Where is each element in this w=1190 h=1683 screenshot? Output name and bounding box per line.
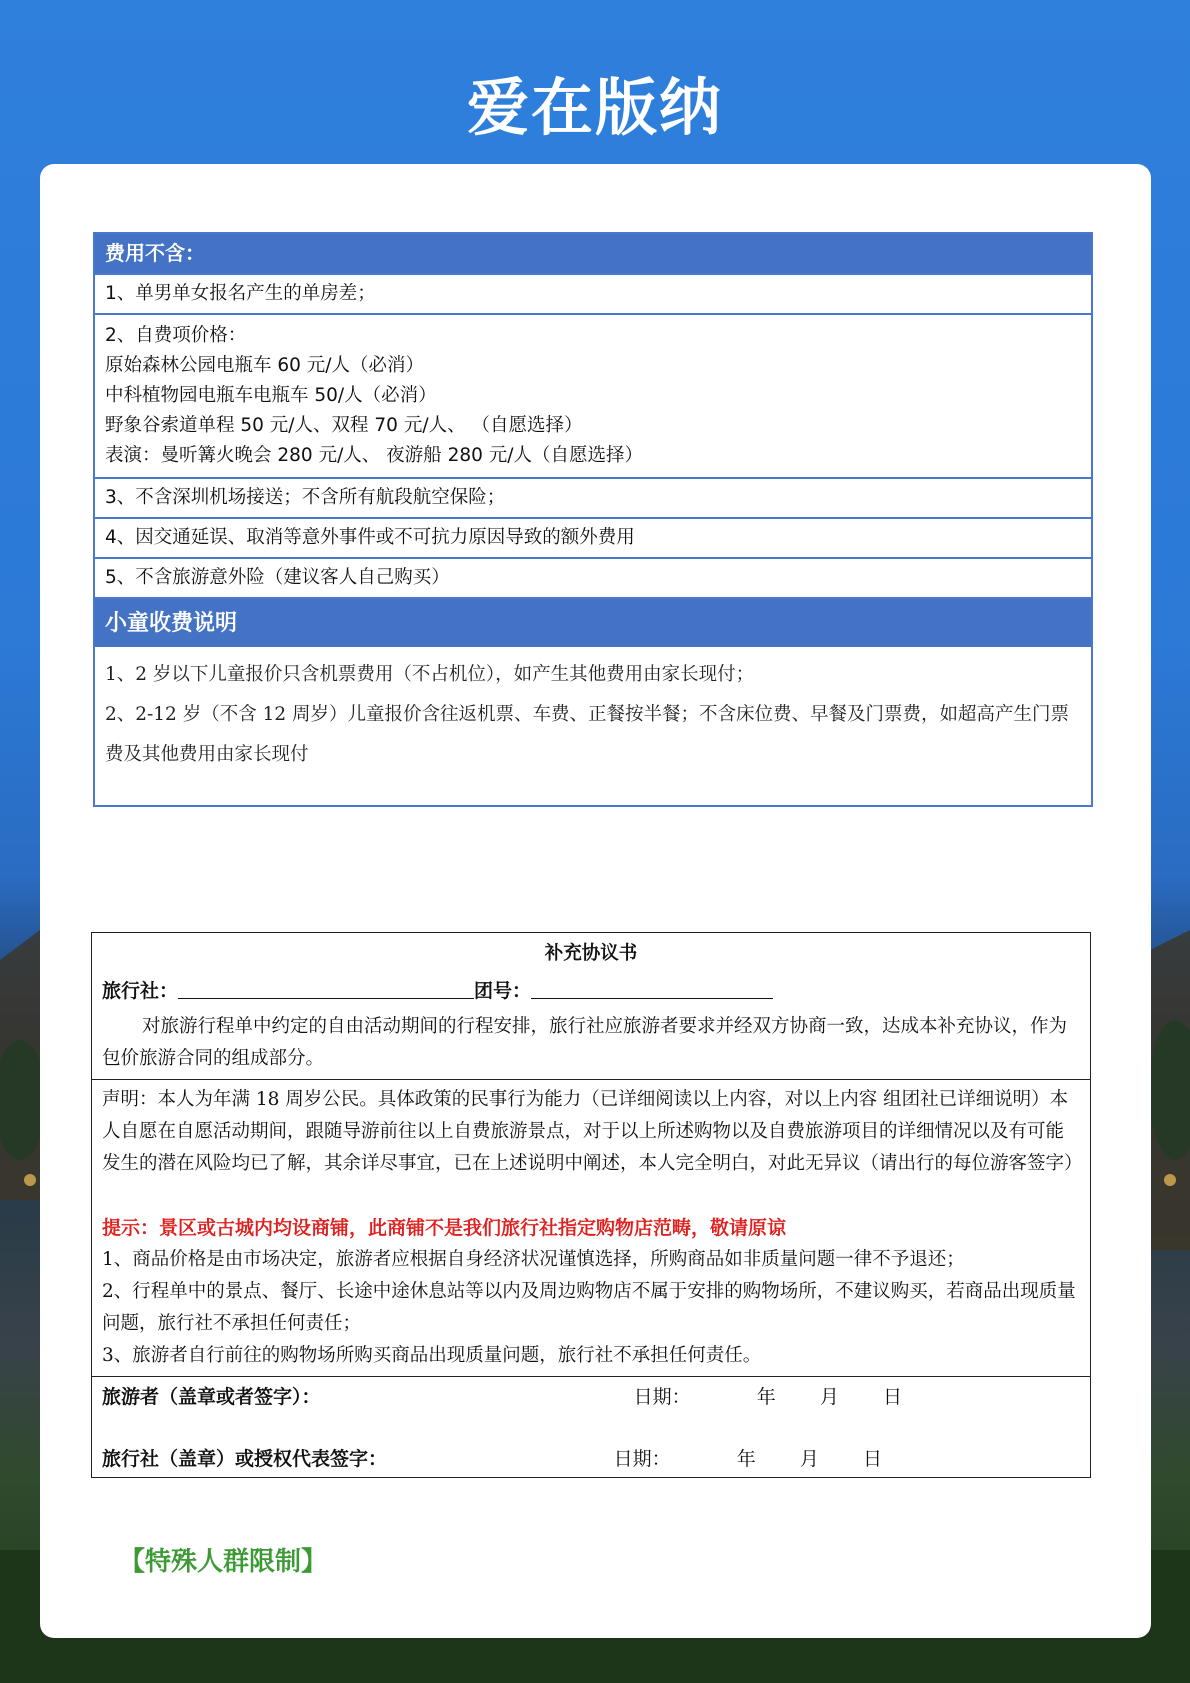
fee-excluded-header: 费用不含： [95,234,1091,273]
fee-line: 2、自费项价格： [105,325,247,346]
date-year: 年 [756,1386,776,1408]
date-day: 日 [882,1386,902,1408]
agency-name-blank[interactable] [178,978,474,999]
fee-excluded-item-5: 5、不含旅游意外险（建议客人自己购买） [95,557,1091,597]
tip-line: 2、行程单中的景点、餐厅、长途中途休息站等以内及周边购物店不属于安排的购物场所，不建议购买，若商品出现质量问题，旅行社不承担任何责任； [102,1281,1076,1334]
agency-sign-label: 旅行社（盖章）或授权代表签字： [102,1448,388,1470]
group-label: 团号： [474,980,532,1002]
agreement-title: 补充协议书 [544,943,638,964]
agreement-header-section [92,933,1090,1079]
date-label: 日期： [633,1386,691,1408]
agency-date [614,1443,882,1475]
date-day: 日 [862,1448,882,1470]
fee-excluded-item-4: 4、因交通延误、取消等意外事件或不可抗力原因导致的额外费用 [95,517,1091,557]
date-year: 年 [736,1448,756,1470]
agency-label: 旅行社： [102,980,179,1002]
tourist-signature-row [102,1381,1080,1413]
child-fee-header: 小童收费说明 [95,597,1091,647]
page-title: 爱在版纳 [466,71,723,144]
tourist-sign-label: 旅游者（盖章或者签字）： [102,1386,321,1408]
signature-section [92,1376,1090,1477]
fee-excluded-item-3: 3、不含深圳机场接送；不含所有航段航空保险； [95,477,1091,517]
date-month: 月 [799,1448,819,1470]
group-number-blank[interactable] [531,978,773,999]
fee-line: 原始森林公园电瓶车 60 元/人（必消） [105,355,425,376]
fee-line: 野象谷索道单程 50 元/人、双程 70 元/人、 （自愿选择） [105,415,583,436]
agreement-statement: 声明：本人为年满 18 周岁公民。具体政策的民事行为能力（已详细阅读以上内容，对以上内容 组团社已详细说明）本人自愿在自愿活动期间，跟随导游前往以上自费旅游景点，对于以上所述购物以及自费旅游项目的详细情况以及有可能发生的潜在风险均已了解，其余详尽事宜，已在上述说明中阐述，本人完全明白，对此无异议（请出行的每位游客签字） [102,1089,1083,1174]
child-fee-line-1: 1、2 岁以下儿童报价只含机票费用（不占机位），如产生其他费用由家长现付； [105,664,755,685]
content-card [40,164,1151,1638]
agency-group-line [102,971,1080,1011]
fee-excluded-item-2 [95,313,1091,477]
tip-line: 1、商品价格是由市场决定，旅游者应根据自身经济状况谨慎选择，所购商品如非质量问题一律不予退还； [102,1249,965,1270]
child-fee-line-2: 2、2-12 岁（不含 12 周岁）儿童报价含往返机票、车费、正餐按半餐；不含床位费、早餐及门票费，如超高产生门票费及其他费用由家长现付 [105,704,1070,765]
fee-excluded-item-1: 1、单男单女报名产生的单房差； [95,273,1091,313]
fee-table [93,232,1093,807]
tip-line: 3、旅游者自行前往的购物场所购买商品出现质量问题，旅行社不承担任何责任。 [102,1345,762,1366]
agency-signature-row [102,1443,1080,1475]
tourist-date [634,1381,902,1413]
child-fee-body [95,647,1091,805]
fee-line: 中科植物园电瓶车电瓶车 50/人（必消） [105,385,437,406]
shop-warning: 提示：景区或古城内均设商铺，此商铺不是我们旅行社指定购物店范畴，敬请原谅 [102,1217,787,1239]
agreement-body-section [92,1079,1090,1376]
agreement-intro: 对旅游行程单中约定的自由活动期间的行程安排，旅行社应旅游者要求并经双方协商一致，达成本补充协议，作为包价旅游合同的组成部分。 [102,1016,1068,1069]
supplementary-agreement [91,932,1091,1478]
date-label: 日期： [613,1448,671,1470]
fee-line: 表演：曼听篝火晚会 280 元/人、 夜游船 280 元/人（自愿选择） [105,445,643,466]
special-groups-heading: 【特殊人群限制】 [119,1547,328,1577]
date-month: 月 [819,1386,839,1408]
